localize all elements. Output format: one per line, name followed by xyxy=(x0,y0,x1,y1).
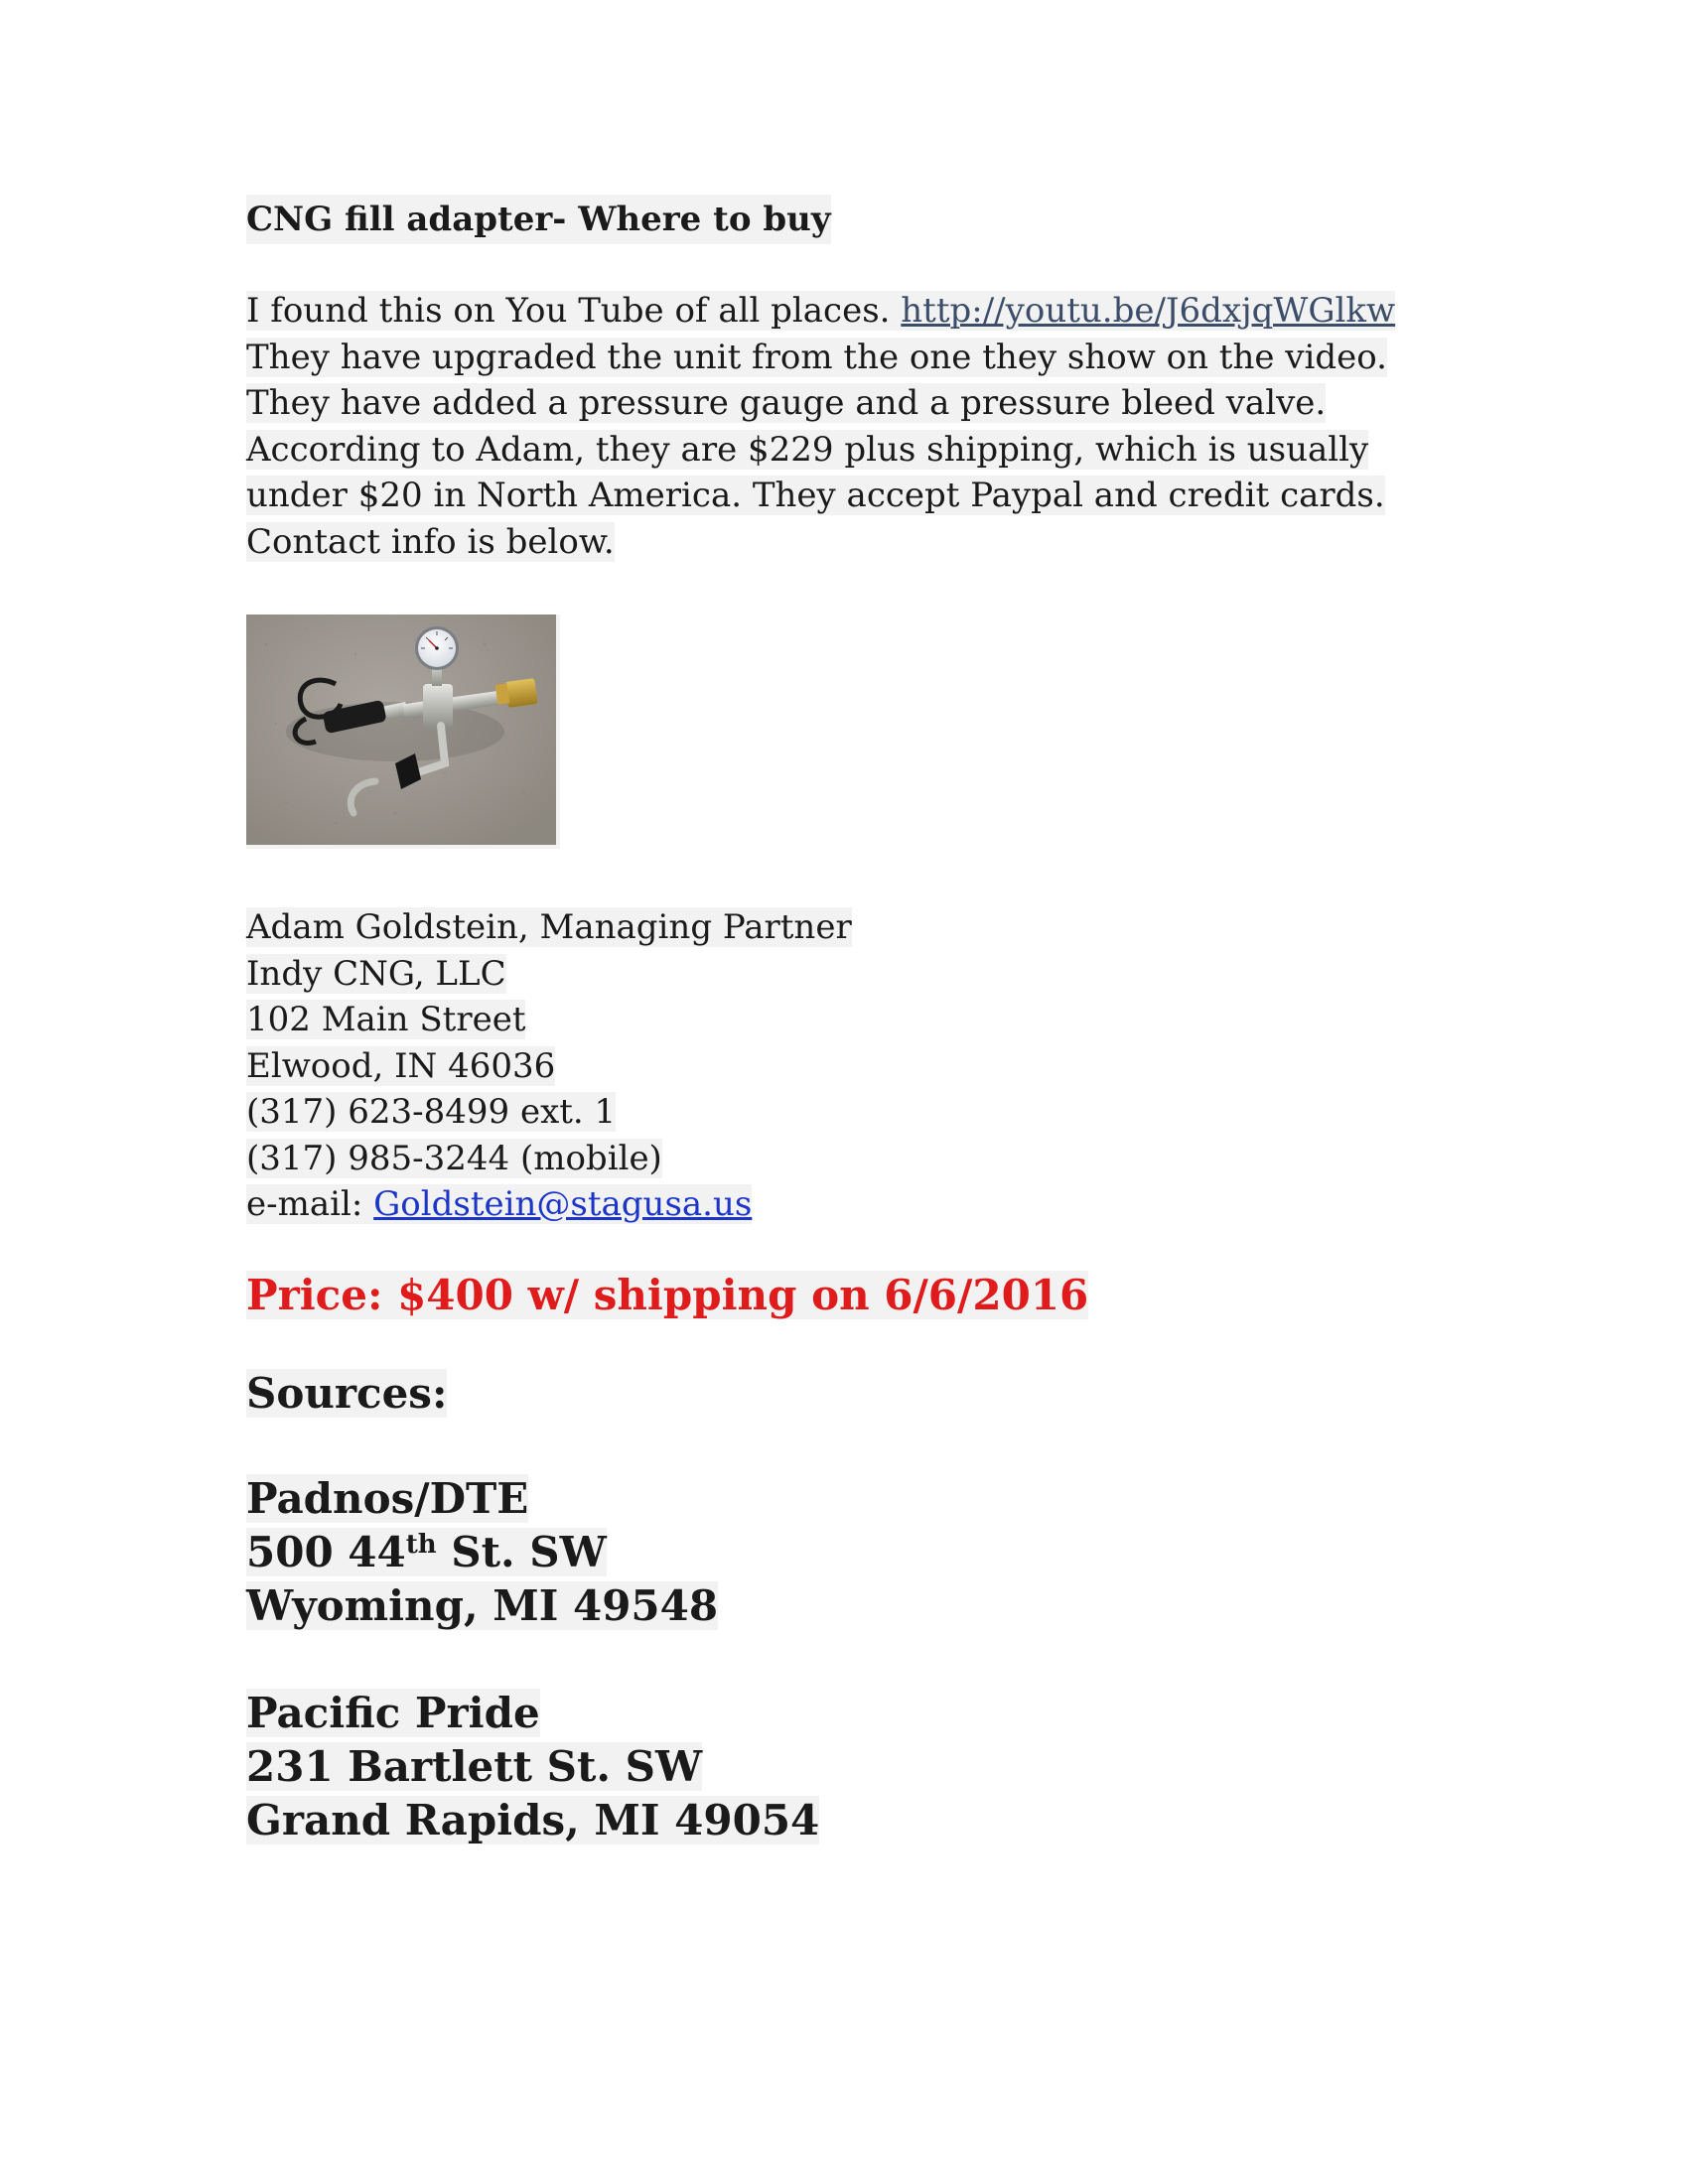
source-2-street-line xyxy=(246,1740,1458,1794)
source-1-city-line xyxy=(246,1579,1458,1633)
intro-paragraph xyxy=(246,288,1458,565)
contact-email-label: e-mail: xyxy=(246,1184,374,1224)
intro-line-5-text: under $20 in North America. They accept Paypal and credit cards. xyxy=(246,476,1385,515)
intro-line-1 xyxy=(246,288,1395,335)
source-1-street-ordinal: th xyxy=(405,1529,437,1560)
page-title: CNG fill adapter- Where to buy xyxy=(246,195,831,244)
source-2-city: Grand Rapids, MI 49054 xyxy=(246,1795,820,1844)
source-1-name-line xyxy=(246,1472,1458,1526)
source-1-street-number: 500 44 xyxy=(246,1527,406,1576)
contact-email-line xyxy=(246,1181,1458,1228)
sources-heading-text: Sources: xyxy=(246,1368,448,1418)
source-1-city: Wyoming, MI 49548 xyxy=(246,1580,719,1630)
intro-line-2-text: They have upgraded the unit from the one they show on the video. xyxy=(246,337,1387,377)
contact-phone-office: (317) 623-8499 ext. 1 xyxy=(246,1092,617,1132)
adapter-photo-frame xyxy=(246,614,560,849)
contact-info xyxy=(246,904,1458,1228)
source-2-city-line xyxy=(246,1794,1458,1847)
source-padnos xyxy=(246,1472,1458,1633)
source-1-name: Padnos/DTE xyxy=(246,1473,529,1523)
contact-name: Adam Goldstein, Managing Partner xyxy=(246,907,852,947)
sources-heading xyxy=(246,1367,1458,1421)
video-link[interactable]: http://youtu.be/J6dxjqWGlkw xyxy=(901,291,1396,331)
contact-phone-mobile: (317) 985-3244 (mobile) xyxy=(246,1138,662,1178)
intro-line-5 xyxy=(246,473,1385,519)
intro-line-2 xyxy=(246,335,1387,381)
source-1-street xyxy=(246,1528,607,1576)
source-2-name-line xyxy=(246,1687,1458,1740)
intro-line-4 xyxy=(246,427,1368,474)
price-text: Price: $400 w/ shipping on 6/6/2016 xyxy=(246,1270,1089,1319)
contact-phone-mobile-line xyxy=(246,1136,1458,1182)
contact-city: Elwood, IN 46036 xyxy=(246,1045,556,1086)
contact-street: 102 Main Street xyxy=(246,1000,526,1039)
contact-company-line xyxy=(246,951,1458,998)
intro-line-3-text: They have added a pressure gauge and a pressure bleed valve. xyxy=(246,383,1327,423)
intro-line-6-text: Contact info is below. xyxy=(246,521,615,562)
contact-company: Indy CNG, LLC xyxy=(246,953,506,994)
source-2-name: Pacific Pride xyxy=(246,1688,540,1737)
cng-adapter-photo xyxy=(246,614,556,845)
cng-adapter-illustration xyxy=(246,614,556,845)
intro-line-1-text: I found this on You Tube of all places. xyxy=(246,291,902,331)
intro-line-4-text: According to Adam, they are $229 plus shipping, which is usually xyxy=(246,429,1369,470)
intro-line-3 xyxy=(246,380,1326,427)
contact-phone-office-line xyxy=(246,1089,1458,1136)
contact-city-line xyxy=(246,1043,1458,1090)
contact-name-line xyxy=(246,904,1458,951)
email-link[interactable]: Goldstein@stagusa.us xyxy=(373,1184,753,1224)
source-1-street-rest: St. SW xyxy=(436,1527,607,1576)
price-notice xyxy=(246,1268,1458,1323)
intro-line-6 xyxy=(246,519,615,566)
contact-street-line xyxy=(246,997,1458,1043)
document-page xyxy=(246,195,1458,1847)
source-1-street-line xyxy=(246,1526,1458,1579)
source-2-street: 231 Bartlett St. SW xyxy=(246,1741,703,1791)
source-pacific-pride xyxy=(246,1687,1458,1847)
